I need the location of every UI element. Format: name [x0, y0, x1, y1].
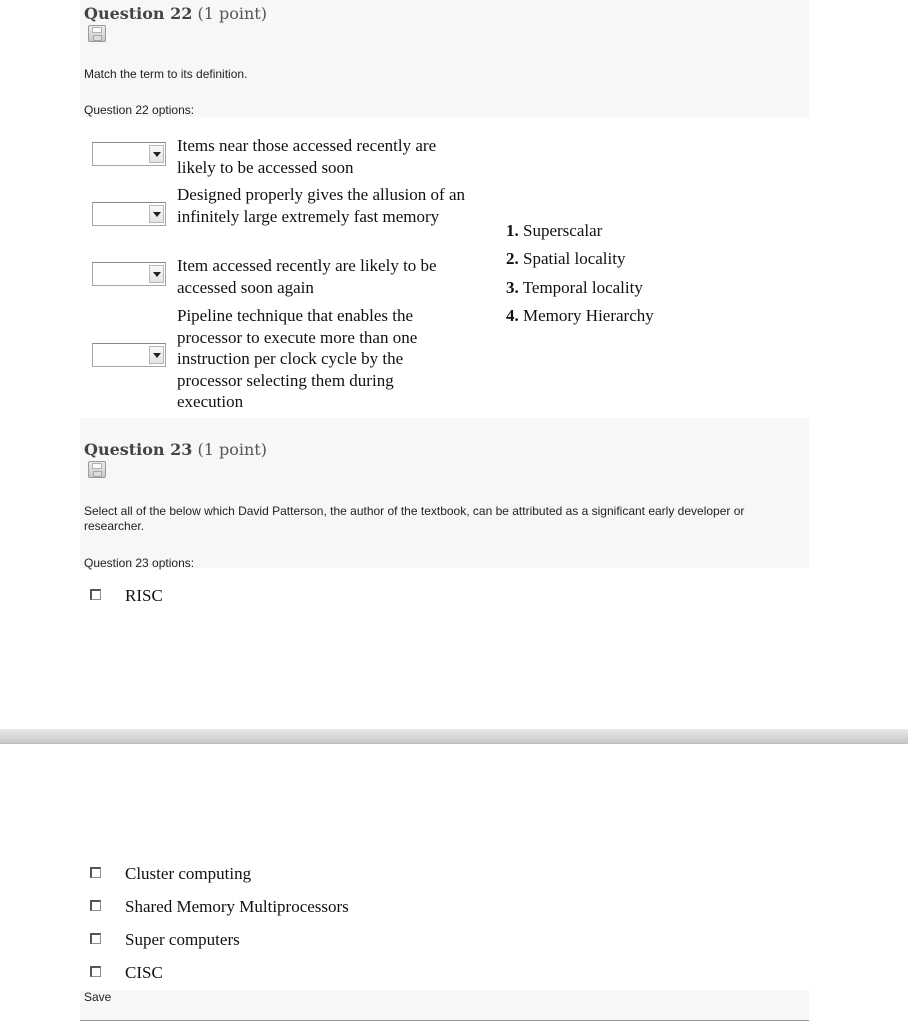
q22-options-label: Question 22 options:	[84, 103, 195, 117]
chevron-down-icon[interactable]	[149, 265, 164, 283]
q23-option-shared-memory: Shared Memory Multiprocessors	[125, 897, 349, 916]
next-question-panel	[80, 990, 809, 1021]
q23-title	[84, 440, 267, 459]
q22-select-3[interactable]	[92, 262, 166, 286]
q23-option-cisc: CISC	[125, 963, 163, 982]
q23-checkbox-shared-memory[interactable]	[90, 900, 101, 911]
q22-choice-1	[506, 220, 602, 242]
choice-number: 1.	[506, 221, 519, 240]
q23-checkbox-super-computers[interactable]	[90, 933, 101, 944]
choice-label: Temporal locality	[522, 278, 643, 297]
q23-points: (1 point)	[197, 440, 267, 459]
q23-checkbox-cisc[interactable]	[90, 966, 101, 977]
q23-save-icon[interactable]	[88, 461, 106, 478]
q22-choice-3	[506, 277, 643, 299]
q22-choice-2	[506, 248, 625, 270]
q22-select-2[interactable]	[92, 202, 166, 226]
q22-choice-4	[506, 305, 654, 327]
q23-option-risc: RISC	[125, 586, 163, 605]
chevron-down-icon[interactable]	[149, 346, 164, 364]
q23-number: Question 23	[84, 440, 193, 459]
q22-points: (1 point)	[197, 4, 267, 23]
q22-title	[84, 4, 267, 23]
q23-checkbox-cluster[interactable]	[90, 867, 101, 878]
q22-select-4[interactable]	[92, 343, 166, 367]
q22-definition-1: Items near those accessed recently are likely to be accessed soon	[177, 136, 437, 177]
page-break-divider	[0, 729, 908, 744]
choice-number: 4.	[506, 306, 519, 325]
chevron-down-icon[interactable]	[149, 205, 164, 223]
q23-prompt: Select all of the below which David Patterson, the author of the textbook, can be attributed as a significant early developer or researcher.	[84, 504, 745, 533]
q22-prompt: Match the term to its definition.	[84, 67, 248, 81]
q23-save-button[interactable]: Save	[84, 990, 112, 1004]
q23-option-cluster: Cluster computing	[125, 864, 252, 883]
chevron-down-icon[interactable]	[149, 145, 164, 163]
choice-label: Spatial locality	[523, 249, 626, 268]
q22-definition-4: Pipeline technique that enables the processor to execute more than one instruction per clock cycle by the processor selecting them during execution	[177, 306, 418, 411]
q22-definition-3: Item accessed recently are likely to be accessed soon again	[177, 256, 437, 297]
choice-number: 3.	[506, 278, 519, 297]
q23-checkbox-risc[interactable]	[90, 589, 101, 600]
q22-save-icon[interactable]	[88, 25, 106, 42]
choice-label: Memory Hierarchy	[523, 306, 654, 325]
choice-label: Superscalar	[523, 221, 603, 240]
q23-options-label: Question 23 options:	[84, 556, 195, 570]
choice-number: 2.	[506, 249, 519, 268]
q22-select-1[interactable]	[92, 142, 166, 166]
q22-definition-2: Designed properly gives the allusion of an infinitely large extremely fast memory	[177, 185, 465, 226]
q22-number: Question 22	[84, 4, 193, 23]
q23-option-super-computers: Super computers	[125, 930, 240, 949]
